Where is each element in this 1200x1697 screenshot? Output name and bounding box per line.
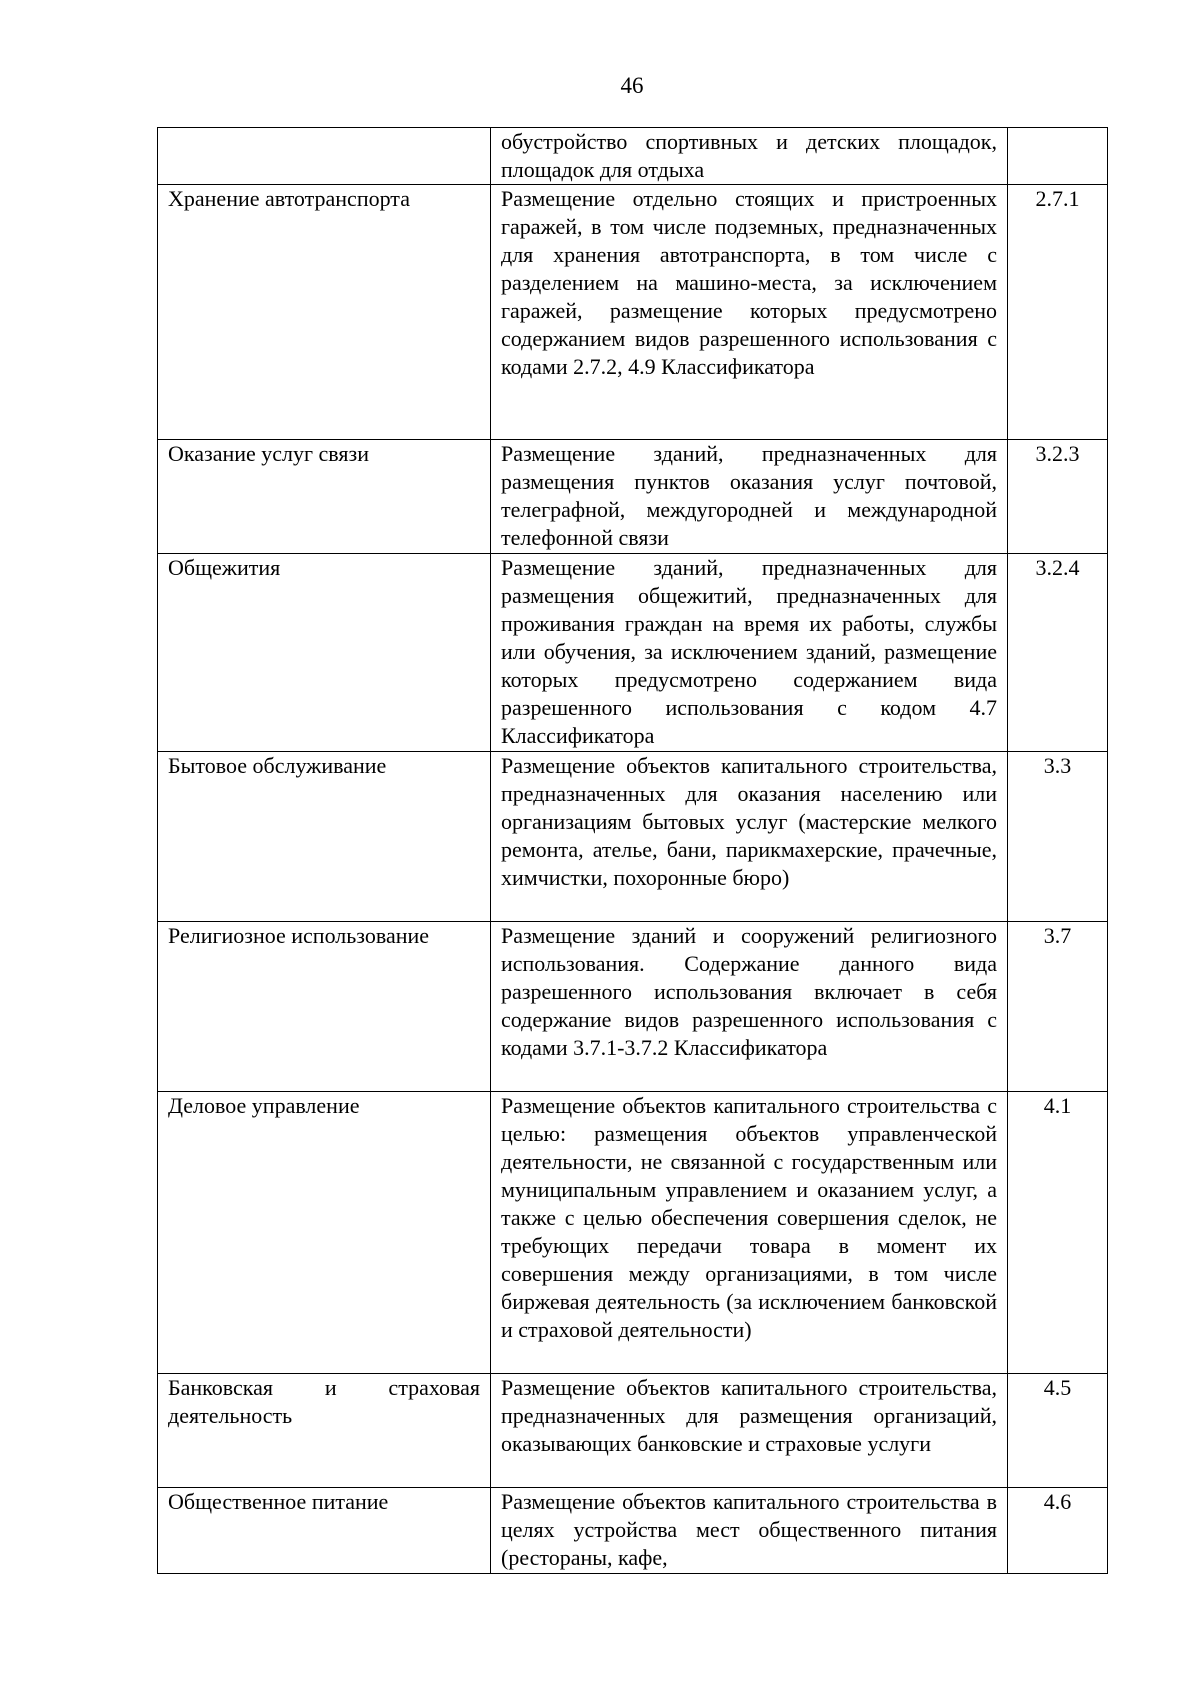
land-use-table (157, 127, 1108, 1574)
table-row (158, 1488, 1108, 1574)
use-description-cell: Размещение объектов капитального строительства, предназначенных для оказания населению или организациям бытовых услуг (мастерские мелкого ремонта, ателье, бани, парикмахерские, прачечные, химчистки, похоронные бюро) (491, 752, 1008, 922)
use-description-cell: Размещение объектов капитального строительства в целях устройства мест общественного питания (рестораны, кафе, (491, 1488, 1008, 1574)
use-code-cell: 2.7.1 (1008, 185, 1108, 440)
use-name-cell: Религиозное использование (158, 922, 491, 1092)
use-name-cell (158, 128, 491, 185)
use-name-cell: Банковская и страховая деятельность (158, 1374, 491, 1488)
table-row (158, 440, 1108, 554)
table-row (158, 185, 1108, 440)
use-code-cell: 4.6 (1008, 1488, 1108, 1574)
use-code-cell (1008, 128, 1108, 185)
use-name-cell: Хранение автотранспорта (158, 185, 491, 440)
use-code-cell: 3.7 (1008, 922, 1108, 1092)
table-row (158, 554, 1108, 752)
use-code-cell: 3.3 (1008, 752, 1108, 922)
use-description-cell: Размещение объектов капитального строительства с целью: размещения объектов управленческой деятельности, не связанной с государственным или муниципальным управлением и оказанием услуг, а также с целью обеспечения совершения сделок, не требующих передачи товара в момент их совершения между организациями, в том числе биржевая деятельность (за исключением банковской и страховой деятельности) (491, 1092, 1008, 1374)
use-description-cell: Размещение зданий и сооружений религиозного использования. Содержание данного вида разрешенного использования включает в себя содержание видов разрешенного использования с кодами 3.7.1-3.7.2 Классификатора (491, 922, 1008, 1092)
use-name-cell: Бытовое обслуживание (158, 752, 491, 922)
use-code-cell: 4.5 (1008, 1374, 1108, 1488)
table-row (158, 128, 1108, 185)
table-row (158, 1374, 1108, 1488)
page-number: 46 (620, 73, 644, 98)
table-row (158, 1092, 1108, 1374)
use-name-cell: Деловое управление (158, 1092, 491, 1374)
use-code-cell: 4.1 (1008, 1092, 1108, 1374)
use-name-cell: Общественное питание (158, 1488, 491, 1574)
table-row (158, 922, 1108, 1092)
use-description-cell: Размещение зданий, предназначенных для размещения пунктов оказания услуг почтовой, телеграфной, междугородней и международной телефонной связи (491, 440, 1008, 554)
use-code-cell: 3.2.3 (1008, 440, 1108, 554)
use-description-cell: Размещение объектов капитального строительства, предназначенных для размещения организаций, оказывающих банковские и страховые услуги (491, 1374, 1008, 1488)
use-name-cell: Общежития (158, 554, 491, 752)
use-code-cell: 3.2.4 (1008, 554, 1108, 752)
use-description-cell: Размещение отдельно стоящих и пристроенных гаражей, в том числе подземных, предназначенных для хранения автотранспорта, в том числе с разделением на машино-места, за исключением гаражей, размещение которых предусмотрено содержанием видов разрешенного использования с кодами 2.7.2, 4.9 Классификатора (491, 185, 1008, 440)
use-description-cell: Размещение зданий, предназначенных для размещения общежитий, предназначенных для проживания граждан на время их работы, службы или обучения, за исключением зданий, размещение которых предусмотрено содержанием вида разрешенного использования с кодом 4.7 Классификатора (491, 554, 1008, 752)
use-description-cell: обустройство спортивных и детских площадок, площадок для отдыха (491, 128, 1008, 185)
use-name-cell: Оказание услуг связи (158, 440, 491, 554)
table-row (158, 752, 1108, 922)
